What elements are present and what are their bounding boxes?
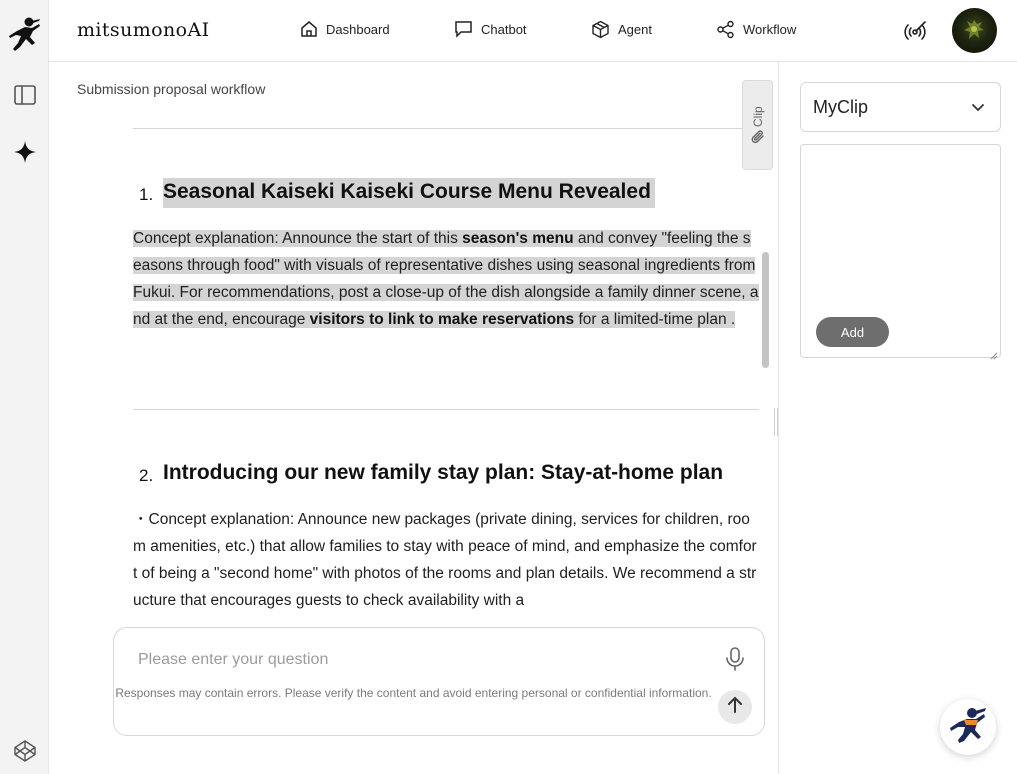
item-title: Introducing our new family stay plan: Stay-at-home plan xyxy=(163,461,724,484)
nav-agent[interactable] xyxy=(591,20,652,39)
divider xyxy=(133,409,759,410)
brand-name[interactable]: mitsumonoAI xyxy=(77,19,210,41)
microphone-icon[interactable] xyxy=(724,646,746,672)
para-bold: season's menu xyxy=(462,230,574,247)
scrollbar-thumb[interactable] xyxy=(762,252,769,368)
clip-select-value: MyClip xyxy=(813,96,869,117)
sparkle-icon[interactable] xyxy=(12,139,38,165)
para-text: and convey "feeling the seasons through food" with visuals of representative dishes using seasonal ingredients from Fukui. For recommendations, post a close-up of the dish alongside a family dinner scene, and at the end, encourage xyxy=(133,230,759,328)
broadcast-icon[interactable] xyxy=(903,18,929,44)
document-view[interactable] xyxy=(133,128,759,684)
left-rail xyxy=(0,0,49,774)
chevron-down-icon xyxy=(970,99,986,120)
chat-icon xyxy=(454,20,473,38)
nav-agent-label: Agent xyxy=(618,22,652,37)
item-number: 2. xyxy=(139,466,154,485)
nav-workflow[interactable] xyxy=(716,20,796,39)
clip-tab[interactable] xyxy=(742,80,773,170)
para-text: for a limited-time plan . xyxy=(574,311,736,328)
divider xyxy=(133,128,759,129)
add-button[interactable]: Add xyxy=(816,317,889,347)
item-paragraph: ・Concept explanation: Announce new packages (private dining, services for children, room amenities, etc.) that allow families to stay with peace of mind, and emphasize the comfort of being a "second home" with photos of the rooms and plan details. We recommend a structure that encourages guests to check availability with a xyxy=(133,511,757,609)
clip-tab-label: Clip xyxy=(751,106,765,127)
item-number: 1. xyxy=(139,185,154,204)
resize-grip-icon[interactable] xyxy=(990,347,998,355)
paperclip-icon xyxy=(750,129,766,150)
item-title: Seasonal Kaiseki Kaiseki Course Menu Revealed xyxy=(163,178,655,208)
codepen-icon[interactable] xyxy=(12,738,38,764)
ninja-mascot-icon xyxy=(948,705,988,750)
nav-dashboard[interactable] xyxy=(300,20,390,38)
home-icon xyxy=(300,20,318,38)
question-input[interactable] xyxy=(138,648,698,672)
sidebar-toggle-icon[interactable] xyxy=(12,82,38,108)
nav-dashboard-label: Dashboard xyxy=(326,21,390,37)
page-title: Submission proposal workflow xyxy=(77,81,266,97)
chat-input-box xyxy=(113,627,765,736)
para-bold: visitors to link to make reservations xyxy=(309,311,575,328)
para-text: Concept explanation: Announce the start of this xyxy=(133,230,463,247)
main-content xyxy=(49,62,778,774)
clip-panel xyxy=(778,62,1017,774)
clip-select[interactable] xyxy=(800,82,1001,132)
share-icon xyxy=(716,20,735,39)
nav-chatbot[interactable] xyxy=(454,20,527,38)
clip-textarea[interactable] xyxy=(800,144,1001,358)
top-bar xyxy=(49,0,1017,62)
disclaimer-text: Responses may contain errors. Please verify the content and avoid entering personal or confidential information. xyxy=(115,686,712,700)
item-paragraph xyxy=(133,225,759,333)
user-avatar[interactable] xyxy=(952,8,997,53)
cube-icon xyxy=(591,20,610,39)
nav-workflow-label: Workflow xyxy=(743,22,797,37)
scrollbar[interactable] xyxy=(759,128,771,684)
nav-chatbot-label: Chatbot xyxy=(481,21,527,37)
assistant-ninja-button[interactable] xyxy=(940,699,996,755)
ninja-logo-icon[interactable] xyxy=(8,16,41,54)
